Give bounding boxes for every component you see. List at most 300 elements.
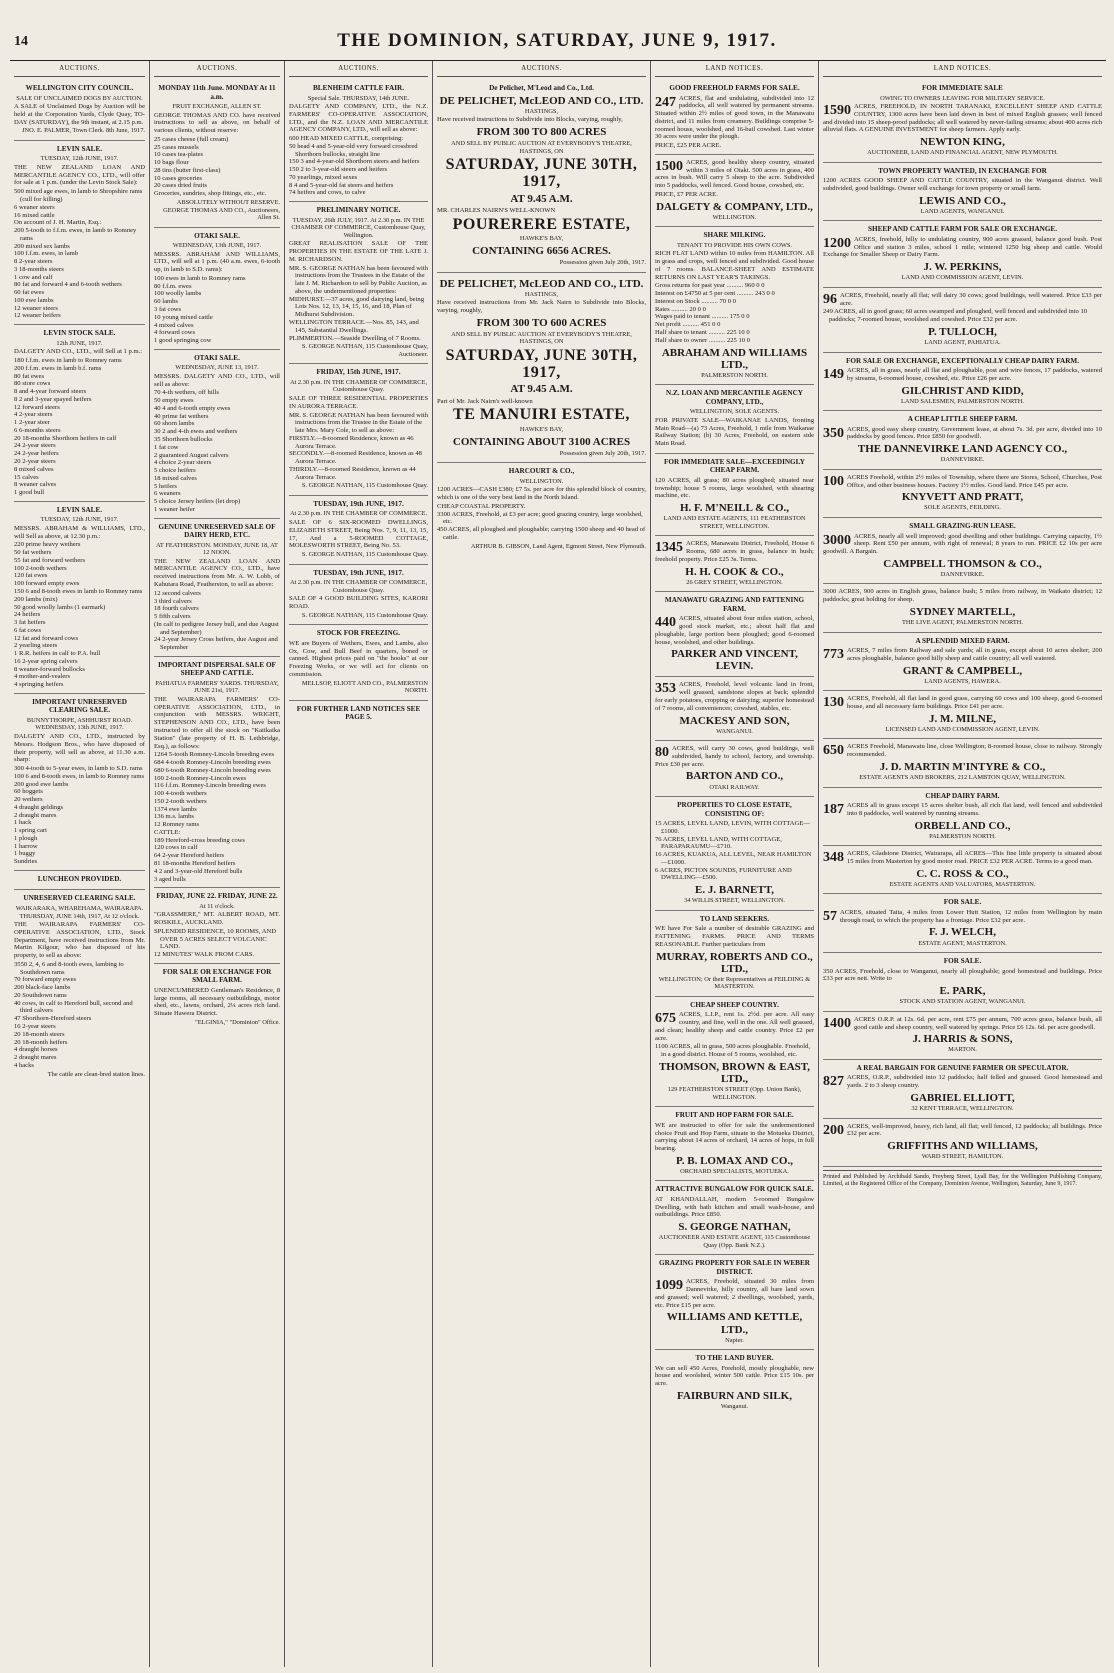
- ad-line: 15 calves: [14, 473, 39, 481]
- ad-line: 4 mixed calves: [154, 321, 194, 329]
- ad-line: 200 mixed sex lambs: [14, 242, 70, 250]
- advertisement: [655, 911, 814, 997]
- ad-acreage: 149: [823, 367, 844, 383]
- ad-acreage: 675: [655, 1011, 676, 1027]
- ad-acreage: 1500: [655, 158, 683, 174]
- ad-title: FOR FURTHER LAND NOTICES SEE PAGE 5.: [296, 704, 421, 722]
- ad-line: 150 2-tooth wethers: [154, 797, 207, 805]
- ad-firm-location: ORCHARD SPECIALISTS, MOTUEKA.: [680, 1167, 789, 1175]
- ad-body-text: ACRES, L.I.P., rent 1s. 2½d. per acre. All easy country, and fine, well in the one. All well grassed, and clean; healthy sheep and cattle country. Price £2 per acre.: [655, 1011, 814, 1042]
- advertisement: [437, 273, 646, 464]
- ad-body: SALE OF THREE RESIDENTIAL PROPERTIES IN AURORA TERRACE.: [289, 394, 428, 410]
- ad-body: [823, 743, 1102, 759]
- ad-body-text: ACRES all in grass except 15 acres shelter bush, all rich flat land, well fenced and subdivided into 8 paddocks, well watered by running streams.: [847, 802, 1102, 817]
- ad-line: 1264 5-tooth Romney-Lincoln breeding ewes: [154, 751, 275, 759]
- ad-line: 150 3 and 4-year-old Shorthorn steers and heifers: [289, 158, 420, 166]
- ad-firm-location: PALMERSTON NORTH.: [929, 832, 996, 840]
- ad-line: 4 2-year steers: [14, 411, 53, 419]
- ad-firm-location: DANNEVIRKE.: [940, 570, 985, 578]
- ad-signature: S. GEORGE NATHAN, 115 Customhouse Quay.: [301, 482, 428, 490]
- ad-signature: The cattle are clean-bred station lines.: [47, 1070, 145, 1078]
- ad-firm-location: HASTINGS,: [524, 107, 559, 115]
- ad-title: N.Z. LOAN AND MERCANTILE AGENCY COMPANY, LTD.,: [666, 389, 803, 406]
- ad-body: THE NEW ZEALAND LOAN AND MERCANTILE AGENCY CO., LTD., have received instructions from Mr. A. W. Lobb, of Kahutara Road, Featherston, to sell as above:: [154, 557, 280, 588]
- ad-line: 10 cases tea-plates: [154, 151, 204, 159]
- ad-firm-location: AUCTIONEER, LAND AND FINANCIAL AGENT, NEW PLYMOUTH.: [867, 149, 1058, 157]
- ad-acreage: 96: [823, 291, 837, 307]
- ad-body-text: ACRES, 7 miles from Railway and sale yards; all in grass, except about 10 acres shelter; 200 acres ploughable, balance good hilly sheep and cattle country; all well watered.: [847, 647, 1102, 662]
- ad-line: 1 spring cart: [14, 827, 47, 835]
- ad-title: IMPORTANT DISPERSAL SALE OF SHEEP AND CATTLE.: [158, 660, 276, 678]
- ad-acreage: 1099: [655, 1278, 683, 1294]
- advertisement: [823, 894, 1102, 953]
- ad-line: 50 head 4 and 5-year-old very forward crossbred Shorthorn bullocks, straight line: [289, 142, 418, 158]
- ad-firm-location: Wanganui.: [720, 1403, 749, 1411]
- advertisement: [655, 454, 814, 536]
- advertisement: [655, 592, 814, 677]
- ad-line: 100 ewe lambs: [14, 296, 54, 304]
- ad-firm: P. B. LOMAX AND CO.,: [676, 1154, 793, 1167]
- ad-line: 8 4 and 5-year-old fat steers and heifers: [289, 181, 394, 189]
- ad-line: 120 fat ewes: [14, 572, 48, 580]
- advertisement: [655, 536, 814, 592]
- ad-title: ATTRACTIVE BUNGALOW FOR QUICK SALE.: [655, 1185, 814, 1194]
- ad-line: 20 18-month heifers: [14, 1038, 68, 1046]
- ad-title: TUESDAY, 19th JUNE, 1917.: [313, 568, 404, 577]
- ad-firm: GILCHRIST AND KIDD,: [901, 384, 1024, 397]
- ad-acreage: 773: [823, 647, 844, 663]
- ad-body: UNENCUMBERED Gentleman's Residence, 8 large rooms, all necessary outbuildings, motor shed, etc., lawns, orchard, 2¼ acres rich land. Situate Hawera District.: [154, 986, 280, 1018]
- ad-subtitle: TENANT TO PROVIDE HIS OWN COWS.: [676, 241, 793, 249]
- advertisement: [14, 325, 145, 502]
- ad-firm-location: WARD STREET, HAMILTON.: [921, 1153, 1004, 1161]
- advertisement: [823, 739, 1102, 787]
- ad-title: FRIDAY, JUNE 22. FRIDAY, JUNE 22.: [156, 892, 278, 901]
- ad-line: 300 4-tooth to 5-year ewes, in lamb to S.D. rams: [14, 765, 143, 773]
- ad-body: MESSRS. ABRAHAM & WILLIAMS, LTD., will Sell as above, at 12.30 p.m.:: [14, 524, 145, 540]
- ad-line: SPLENDID RESIDENCE, 10 ROOMS, AND OVER 5 ACRES SELECT VOLCANIC LAND.: [154, 927, 276, 951]
- ad-body-text: ACRES, Gladstone District, Wairarapa, all ACRES—This fine little property is situated about 15 miles from Masterton by good motor road. PRICE £32 PER ACRE. Terms to a good man.: [847, 850, 1102, 866]
- ad-line: 4 springing heifers: [14, 681, 64, 689]
- ad-firm: H. F. M'NEILL & CO.,: [680, 502, 789, 515]
- ad-line: 35 Shorthorn bullocks: [154, 435, 213, 443]
- ad-body: [823, 292, 1102, 308]
- advertisement: [823, 633, 1102, 692]
- column-2: [150, 61, 285, 1667]
- ad-body-text: ACRES, all in grass, nearly all flat and ploughable, post and wire fences, 17 paddocks, watered by streams, 6-roomed house, cowshed, etc. Price £26 per acre.: [847, 367, 1102, 382]
- ad-firm: FAIRBURN AND SILK,: [676, 1389, 792, 1402]
- ad-line: 18 fourth calvers: [154, 605, 199, 613]
- ad-body: DALGETY AND COMPANY, LTD., the N.Z. FARMERS' CO-OPERATIVE ASSOCIATION, LTD., and the N.Z. LOAN AND MERCANTILE AGENCY COMPANY, LTD., will sell as above:: [289, 103, 428, 134]
- ad-title: MANAWATU GRAZING AND FATTENING FARM.: [664, 596, 805, 613]
- ad-body: [823, 909, 1102, 925]
- column-heading: AUCTIONS.: [289, 63, 428, 77]
- ad-line: 249 ACRES, all in good grass; 60 acres swamped and ploughed, well fenced and subdivided into 10 paddocks; 7-roomed house, woolshed and cowshed. Price £32 per acre.: [823, 308, 1088, 324]
- ad-firm: S. GEORGE NATHAN,: [678, 1221, 791, 1234]
- ad-firm: GRIFFITHS AND WILLIAMS,: [887, 1140, 1038, 1153]
- ad-line: FIRSTLY.—8-roomed Residence, known as 46 Aurora Terrace.: [289, 434, 414, 450]
- ad-place: HAWKE'S BAY,: [519, 235, 564, 243]
- ad-firm: DALGETY & COMPANY, LTD.,: [656, 200, 813, 213]
- ad-acreage: 1345: [655, 540, 683, 556]
- ad-line: 50 good woolly lambs (1 earmark): [14, 603, 106, 611]
- advertisement: [823, 584, 1102, 632]
- column-heading: LAND NOTICES.: [655, 63, 814, 77]
- advertisement: [154, 888, 280, 964]
- ad-line: 4 mother-and-vealers: [14, 673, 71, 681]
- ad-firm: J. W. PERKINS,: [923, 261, 1002, 274]
- ad-line: Wages paid to tenant .......... 175 0 0: [655, 313, 750, 321]
- ad-line: 1 good bull: [14, 489, 45, 497]
- ad-place: HAWKE'S BAY,: [519, 426, 564, 434]
- column-heading: AUCTIONS.: [14, 63, 145, 77]
- ad-subtitle: Special Sale. THURSDAY, 14th JUNE.: [307, 94, 410, 102]
- ad-body: SALE OF 6 SIX-ROOMED DWELLINGS, ELIZABETH STREET, Being Nos. 7, 9, 11, 13, 15, 17, And a 5-ROOMED COTTAGE, MOLESWORTH STREET, Being No. 53.: [289, 518, 428, 550]
- masthead: [0, 30, 1114, 52]
- ad-line: MR. CHARLES NAIRN'S WELL-KNOWN: [437, 206, 556, 214]
- ad-firm-location: 26 GREY STREET, WELLINGTON.: [686, 578, 783, 586]
- ad-title: FRIDAY, 15th JUNE, 1917.: [316, 368, 401, 377]
- ad-acreage: 247: [655, 94, 676, 110]
- ad-subtitle: TUESDAY, 12th JUNE, 1917.: [40, 516, 119, 524]
- advertisement: [154, 657, 280, 888]
- ad-body: [655, 681, 814, 712]
- ad-line: Interest on Stock .......... 70 0 0: [655, 297, 736, 305]
- advertisement: [823, 953, 1102, 1012]
- ad-line: 80 fat ewes: [14, 372, 45, 380]
- ad-line: 600 HEAD MIXED CATTLE, comprising:: [289, 135, 404, 143]
- ad-firm: MACKESY AND SON,: [679, 714, 790, 727]
- ad-line: MIDHURST.—37 acres, good dairying land, being Lots Nos. 12, 13, 14, 15, 16, and 18, Plan of Midhurst Subdivision.: [289, 295, 425, 319]
- ad-line: 150 6 and 8-tooth ewes in lamb to Romney rams: [14, 587, 143, 595]
- ad-firm-location: WELLINGTON.: [712, 213, 757, 221]
- advertisement: [154, 519, 280, 657]
- ad-acreage: 80: [655, 745, 669, 761]
- ad-signature: Possession given July 20th, 1917.: [559, 449, 646, 457]
- ad-line: MR. S. GEORGE NATHAN has been favoured with instructions from the Trustees in the Estate of the late J. M. Richardson to sell by Public Auction, as above, the undermentioned properties:: [289, 264, 428, 295]
- page-number: 14: [14, 34, 28, 49]
- ad-title: GOOD FREEHOLD FARMS FOR SALE.: [669, 84, 800, 93]
- advertisement: [823, 1119, 1102, 1167]
- ad-line: 18 mixed calves: [154, 474, 197, 482]
- ad-body: [655, 1278, 814, 1309]
- ad-line: 4 draught geldings: [14, 803, 64, 811]
- ad-subtitle: SALE OF UNCLAIMED DOGS BY AUCTION.: [16, 94, 143, 102]
- ad-line: 4 2 and 3-year-old Hereford bulls: [154, 867, 243, 875]
- ad-line: 2 draught mares: [14, 1054, 57, 1062]
- ad-body: MESSRS. DALGETY AND CO., LTD., will sell as above:: [154, 372, 280, 388]
- column-3: [285, 61, 433, 1667]
- ad-subtitle: FRUIT EXCHANGE, ALLEN ST.: [172, 102, 262, 110]
- ad-line: 24 2-year steers: [14, 442, 56, 450]
- ad-line: 2 draught mares: [14, 811, 57, 819]
- ad-line: 16 mixed cattle: [14, 211, 55, 219]
- ad-acreage: 130: [823, 695, 844, 711]
- ad-line: 16 2-year spring calvers: [14, 657, 78, 665]
- ad-firm: SYDNEY MARTELL,: [909, 605, 1016, 618]
- ad-body-text: ACRES, O.R.P., subdivided into 12 paddocks; half felled and grassed. Good homestead and yards. 2 to 3 sheep country.: [847, 1074, 1102, 1090]
- ad-acreage: 1200: [823, 235, 851, 251]
- ad-line: 1 R.R. heifers in calf to P.A. bull: [14, 650, 101, 658]
- advertisement: [655, 385, 814, 454]
- ad-firm: C. C. ROSS & CO.,: [916, 867, 1009, 880]
- ad-line: 55 fat and forward wethers: [14, 556, 86, 564]
- ad-subtitle: OWING TO OWNERS LEAVING FOR MILITARY SERVICE.: [880, 94, 1045, 102]
- ad-body: [823, 802, 1102, 818]
- ad-line: 100 forward empty ewes: [14, 580, 80, 588]
- ad-firm-location: LAND AGENT, PAHIATUA.: [924, 338, 1001, 346]
- advertisement: [823, 80, 1102, 163]
- advertisement: [655, 797, 814, 911]
- ad-line: 100 2-tooth wethers: [14, 564, 67, 572]
- ad-acreage: 1590: [823, 103, 851, 119]
- ad-line: 60 lambs: [154, 298, 178, 306]
- ad-body: WE have For Sale a number of desirable GRAZING and FATTENING FARMS. PRICE AND TERMS REASONABLE. Further particulars from: [655, 925, 814, 948]
- ad-body: We can sell 450 Acres, Freehold, mostly ploughable, new house and woolshed, winter 500 cattle. Price £15 10s. per acre.: [655, 1364, 814, 1388]
- ad-line: 47 Shorthorn-Hereford steers: [14, 1015, 92, 1023]
- ad-line: 10 young mixed cattle: [154, 313, 213, 321]
- ad-body: [823, 103, 1102, 134]
- ad-title: FOR IMMEDIATE SALE: [922, 84, 1003, 93]
- advertisement: [655, 155, 814, 227]
- ad-title: LEVIN SALE.: [56, 505, 103, 514]
- ad-line: 20 Southdown rams: [14, 991, 67, 999]
- advertisement: [289, 496, 428, 565]
- ad-body-text: ACRES, situated Taita, 4 miles from Lower Hutt Station, 12 miles from Wellington by main through road, to which the property has a frontage. Price £32 per acre.: [840, 908, 1102, 924]
- ad-line: 12 MINUTES' WALK FROM CARS.: [154, 951, 255, 959]
- ad-body: [655, 745, 814, 768]
- ad-line: 684 4-tooth Romney-Lincoln breeding ewes: [154, 759, 271, 767]
- ad-body: [655, 540, 814, 563]
- ad-line: 50 empty ewes: [154, 397, 194, 405]
- ad-firm-location: 34 WILLIS STREET, WELLINGTON.: [684, 897, 785, 905]
- column-5: [651, 61, 819, 1667]
- ad-title: GENUINE UNRESERVED SALE OF DAIRY HERD, ETC.: [158, 522, 276, 540]
- ad-acreage: 353: [655, 681, 676, 697]
- ad-line: 100 2-tooth Romney-Lincoln ewes: [154, 774, 247, 782]
- ad-line: PRICE, £7 PER ACRE.: [655, 190, 718, 198]
- ad-firm-location: WANGANUI.: [716, 727, 753, 735]
- ad-line: 2 guaranteed August calvers: [154, 451, 229, 459]
- ad-subtitle: At 11 o'clock.: [199, 902, 235, 910]
- ad-firm: BARTON AND CO.,: [685, 770, 784, 783]
- ad-line: 8 mixed calves: [14, 465, 54, 473]
- ad-signature: MELLSOP, ELIOTT AND CO., PALMERSTON NORTH.: [301, 679, 428, 695]
- advertisement: [823, 353, 1102, 412]
- ad-line: 40 cows, in calf to Hereford bull, second and third calvers: [14, 999, 133, 1015]
- ad-line: 500 mixed age ewes, in lamb to Shropshire rams (cull for killing): [14, 188, 143, 203]
- ad-title: TUESDAY, 19th JUNE, 1917.: [313, 499, 404, 508]
- ad-line: CHEAP COASTAL PROPERTY.: [437, 502, 526, 510]
- advertisement: [14, 502, 145, 694]
- ad-body-text: ACRES, Freehold, level volcanic land in front, well grassed, sandstone slopes at back; splendid for early potatoes, cropping or dairying; superior homestead of 7 rooms, all conveniences; cowshed, stables, etc.: [655, 681, 814, 712]
- ad-firm-location: LAND AGENTS, HAWERA.: [924, 677, 1001, 685]
- ad-title: GRAZING PROPERTY FOR SALE IN WEBER DISTRICT.: [659, 1259, 810, 1276]
- advertisement: [14, 694, 145, 871]
- ad-line: 4 draught horses: [14, 1046, 58, 1054]
- advertisement: [289, 80, 428, 202]
- ad-line: 8 2-year steers: [14, 258, 53, 266]
- ad-line: Gross returns for past year .......... 960 0 0: [655, 282, 765, 290]
- advertisement: [289, 565, 428, 626]
- advertisement: [14, 80, 145, 141]
- ad-body-text: ACRES, nearly all well improved; good dwelling and other buildings. Carrying capacity, 1½ sheep. Rent £50 per annum, with right of renewal; 8 years to run. PRICE £2 10s per acre goodwill. A Bargain.: [823, 532, 1102, 556]
- ad-line: 1374 ewe lambs: [154, 805, 197, 813]
- ad-line: MR. S. GEORGE NATHAN has been favoured with instructions from the Trustee in the Estate of the late Mrs. Mary Cole, to sell as above:: [289, 411, 428, 435]
- ad-firm-location: LAND SALESMEN, PALMERSTON NORTH.: [900, 397, 1024, 405]
- ad-title: IMPORTANT UNRESERVED CLEARING SALE.: [32, 697, 127, 715]
- ad-firm: F. J. WELCH,: [929, 926, 996, 939]
- ad-firm: PARKER AND VINCENT, LEVIN.: [671, 648, 798, 673]
- ad-body: GEORGE THOMAS AND CO. have received instructions to sell as above, on behalf of various clients, without reserve:: [154, 111, 280, 135]
- ad-line: 6 weaners: [154, 490, 181, 498]
- ad-line: 200 lambs (mix): [14, 595, 58, 603]
- ad-line: Part of Mr. Jack Nairn's well-known: [437, 397, 533, 405]
- ad-line: 3 aged bulls: [154, 875, 186, 883]
- ad-line: 70 yearlings, mixed sexes: [289, 173, 358, 181]
- ad-body-text: ACRES Freehold, Manawatu line, close Wellington; 8-roomed house, close to railway. Strongly recommended.: [847, 743, 1102, 759]
- ad-body-text: ACRES, Freehold, all flat land in good grass, carrying 60 cows and 100 sheep, good 6-roomed house, and all necessary farm buildings. Price £41 per acre.: [847, 695, 1102, 711]
- ad-venue: AND SELL BY PUBLIC AUCTION AT EVERYBODY'S THEATRE, HASTINGS, ON: [451, 140, 632, 155]
- ad-firm: GRANT & CAMPBELL,: [902, 664, 1023, 677]
- ad-firm: J. M. MILNE,: [929, 712, 996, 725]
- ad-line: Interest on £4750 at 5 per cent .......... 243 0 0: [655, 290, 775, 298]
- ad-firm-location: ESTATE AGENTS AND VALUATORS, MASTERTON.: [889, 880, 1036, 888]
- advertisement: [823, 1060, 1102, 1119]
- ad-body-text: ACRES Freehold, within 2½ miles of Township, where there are Stores, School, Churches, Post Office, and other business houses. Factory 1½ miles. Good land. Price £45 per acre.: [847, 473, 1102, 489]
- ad-acreage: 200: [823, 1122, 844, 1138]
- ad-line: 200 5-tooth to f.f.m. ewes, in lamb to Romney rams: [14, 227, 137, 242]
- ad-title: A SPLENDID MIXED FARM.: [915, 636, 1010, 645]
- ad-body: [823, 850, 1102, 866]
- ad-line: 20 2-year steers: [14, 457, 56, 465]
- ad-line: 20 wethers: [14, 796, 43, 804]
- ad-line: 3 fat cows: [154, 305, 182, 313]
- ad-acreage: 100: [823, 473, 844, 489]
- ad-body-text: ACRES O.R.P. at 12s. 6d. per acre, rent £75 per annum, 700 acres grass, balance bush, all good cattle and sheep country, well watered by springs. Price £6 12s. 6d. per acre goodwill.: [854, 1015, 1102, 1031]
- ad-firm-location: LAND AND ESTATE AGENTS, 111 FEATHERSTON STREET, WELLINGTON.: [663, 515, 806, 530]
- publisher-imprint: Printed and Published by Archibald Sando, Freyberg Street, Lyall Bay, for the Wellington Publishing Company, Limited, at the Registered Office of the Company, Dominion Avenue, Wellington, Saturday, June 9, 1917.: [823, 1170, 1102, 1188]
- ad-title: FRUIT AND HOP FARM FOR SALE.: [675, 1111, 794, 1120]
- ad-line: 20 cases dried fruits: [154, 182, 207, 190]
- ad-title: De Pelichet, M'Leod and Co., Ltd.: [489, 84, 594, 93]
- ad-line: 20 18-months Shorthorn heifers in calf: [14, 434, 117, 442]
- ad-line: 10 bags flour: [154, 159, 189, 167]
- ad-subtitle: At 2.30 p.m. IN THE CHAMBER OF COMMERCE, Customhouse Quay.: [289, 378, 428, 394]
- advertisement: [823, 411, 1102, 470]
- ad-line: 220 prime heavy wethers: [14, 541, 81, 549]
- ad-title: PROPERTIES TO CLOSE ESTATE, CONSISTING OF:: [677, 801, 792, 818]
- ad-firm: CAMPBELL THOMSON & CO.,: [883, 557, 1042, 570]
- ad-title: SMALL GRAZING-RUN LEASE.: [909, 522, 1016, 531]
- ad-body: [655, 615, 814, 646]
- ad-firm: LEWIS AND CO.,: [919, 194, 1006, 207]
- advertisement: [655, 741, 814, 797]
- ad-body: SALE OF 4 GOOD BUILDING SITES, KARORI ROAD.: [289, 595, 428, 610]
- ad-line: 12 forward steers: [14, 403, 60, 411]
- ad-firm-location: ESTATE AGENT, MASTERTON.: [918, 939, 1007, 947]
- ad-line: 12 second calvers: [154, 589, 201, 597]
- advertisement: [823, 846, 1102, 894]
- ad-body-text: ACRES, Freehold, situated 30 miles from Dannevirke, hilly country, all bare land sown and grassed; well watered; 2 dwellings, woolshed, yards, etc. Price £15 per acre.: [655, 1278, 814, 1309]
- ad-body: [823, 647, 1102, 663]
- ad-title: SHARE MILKING.: [703, 231, 766, 240]
- ad-line: 2 yearling steers: [14, 642, 58, 650]
- ad-title: FOR SALE OR EXCHANGE FOR SMALL FARM.: [162, 967, 272, 985]
- ad-line: 3 18-months steers: [14, 265, 64, 273]
- ad-line: Sundries: [14, 858, 38, 866]
- ad-body: Have received instructions from Mr. Jack Nairn to Subdivide into Blocks, varying, roughly,: [437, 299, 646, 314]
- ad-body: DALGETY AND CO., LTD., instructed by Messrs. Hodgson Bros., who have disposed of their property, will sell as above, at 11.30 a.m. sharp:: [14, 732, 145, 764]
- ad-firm-location: LICENSED LAND AND COMMISSION AGENT, LEVIN.: [885, 725, 1040, 733]
- ad-line: 1 harrow: [14, 842, 38, 850]
- ad-title: SHEEP AND CATTLE FARM FOR SALE OR EXCHANGE.: [867, 225, 1058, 234]
- ad-title: BLENHEIM CATTLE FAIR.: [313, 84, 404, 93]
- ad-body: [823, 533, 1102, 556]
- ad-firm: THE DANNEVIRKE LAND AGENCY CO.,: [857, 443, 1068, 456]
- ad-signature: "ELGINIA," "Dominion" Office.: [195, 1018, 280, 1026]
- ad-line: 12 fat and forward cows: [14, 634, 79, 642]
- ad-body: [823, 236, 1102, 259]
- ad-signature: ABSOLUTELY WITHOUT RESERVE. GEORGE THOMAS AND CO., Auctioneers, Allen St.: [163, 198, 280, 222]
- ad-acreage: 348: [823, 850, 844, 866]
- ad-line: 24 2-year Jersey Cross heifers, due August and September: [154, 636, 278, 652]
- ad-area: CONTAINING ABOUT 3100 ACRES: [452, 435, 631, 448]
- ad-firm-location: STOCK AND STATION AGENT, WANGANUI.: [899, 998, 1026, 1006]
- ad-body-text: ACRES, Manawatu District, Freehold, House 6 Rooms, 680 acres in grass, balance in bush; freehold property. Price £25 3s. Terms.: [655, 540, 814, 563]
- ad-line: 60 hoggets: [14, 788, 43, 796]
- ad-line: 50 fat wethers: [14, 549, 52, 557]
- ad-body: 1200 ACRES—CASH £380; £7 5s. per acre for this splendid block of country, which is one of the very best land in the North Island.: [437, 486, 646, 502]
- ad-line: 1100 ACRES, all in grass, 500 acres ploughable. Freehold, in a good district. House of 5 rooms, woolshed, etc.: [655, 1043, 811, 1059]
- ad-line: 450 ACRES, all ploughed and ploughable; carrying 1500 sheep and 40 head of cattle.: [437, 526, 646, 541]
- ad-sale-date: SATURDAY, JUNE 30TH, 1917,: [445, 346, 638, 381]
- column-1: [10, 61, 150, 1667]
- ad-firm: WILLIAMS AND KETTLE, LTD.,: [666, 1311, 803, 1336]
- ad-estate-name: TE MANUIRI ESTATE,: [453, 406, 630, 424]
- ad-line: 1 cow and calf: [14, 273, 53, 281]
- ad-subtitle: AT FEATHERSTON. MONDAY, JUNE 18, AT 12 NOON.: [156, 541, 278, 557]
- advertisement: [154, 80, 280, 228]
- advertisement: [14, 871, 145, 890]
- ad-line: 100 6 and 8-tooth ewes, in lamb to Romney rams: [14, 772, 145, 780]
- ad-title: FOR SALE.: [943, 957, 982, 966]
- ad-line: (In calf to pedigree Jersey bull, and due August and September): [154, 620, 279, 636]
- ad-line: 1 buggy: [14, 850, 36, 858]
- ad-line: 28 tins (butter first-class): [154, 166, 221, 174]
- ad-title: PRELIMINARY NOTICE.: [316, 206, 401, 215]
- ad-line: 10 cases groceries: [154, 174, 202, 182]
- ad-line: 70 4-th wethers, off hills: [154, 389, 219, 397]
- advertisement: [823, 518, 1102, 584]
- ad-body: Have received instructions to Subdivide into Blocks, varying, roughly,: [437, 116, 623, 124]
- ad-body: 350 ACRES, Freehold, close to Wanganui, nearly all ploughable; good homestead and buildings. Price £33 per acre nett. Write to: [823, 967, 1102, 983]
- ad-line: 80 store cows: [14, 380, 51, 388]
- ad-line: 12 weaner steers: [14, 304, 58, 312]
- ad-line: 3300 ACRES, Freehold, at £3 per acre; good grazing country, large woolshed, etc.: [437, 510, 643, 526]
- ad-body: [823, 426, 1102, 442]
- advertisement: [823, 470, 1102, 518]
- ad-line: Groceries, sundries, shop fittings, etc., etc.: [154, 190, 267, 198]
- ad-body: "GRASSMERE," MT. ALBERT ROAD, MT. ROSKILL, AUCKLAND.: [154, 911, 280, 927]
- ad-estate-name: POURERERE ESTATE,: [452, 215, 631, 233]
- ad-acreage: 440: [655, 615, 676, 631]
- ad-line: 16 ACRES, KUAKUA, ALL LEVEL, NEAR HAMILTON—£1000.: [655, 851, 812, 866]
- ad-line: 40 4 and 6-tooth empty ewes: [154, 404, 231, 412]
- advertisement: [823, 288, 1102, 353]
- ad-title: TO THE LAND BUYER.: [695, 1354, 774, 1363]
- column-6: [819, 61, 1106, 1667]
